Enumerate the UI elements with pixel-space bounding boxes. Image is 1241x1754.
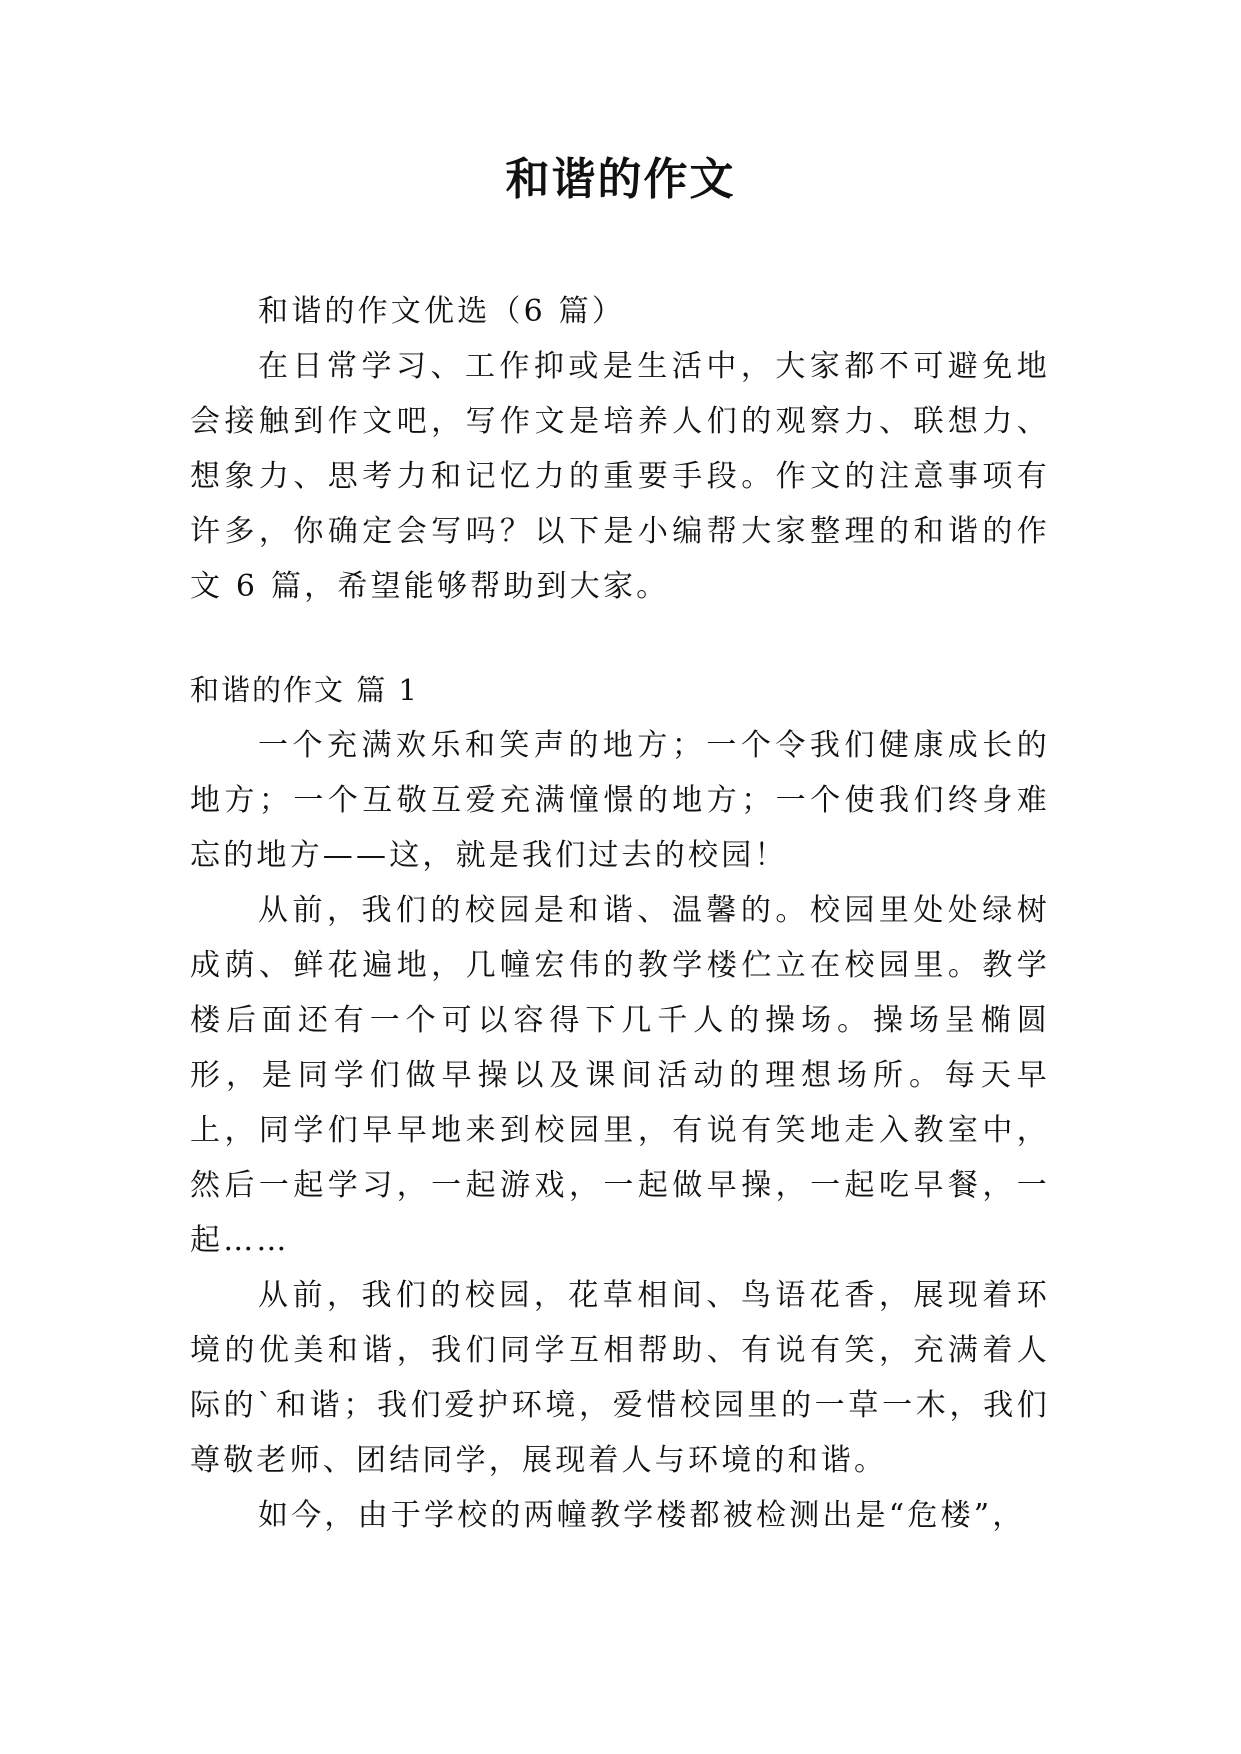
paragraph: 从前，我们的校园，花草相间、鸟语花香，展现着环境的优美和谐，我们同学互相帮助、有说有笑，充满着人际的`和谐；我们爱护环境，爱惜校园里的一草一木，我们尊敬老师、团结同学，展现着人与环境的和谐。 (190, 1278, 1050, 1478)
document-body (190, 284, 1050, 1543)
document-title: 和谐的作文 (505, 154, 736, 205)
paragraph: 一个充满欢乐和笑声的地方；一个令我们健康成长的地方；一个互敬互爱充满憧憬的地方；一个使我们终身难忘的地方——这，就是我们过去的校园！ (190, 728, 1050, 873)
section-heading: 和谐的作文 篇 1 (190, 673, 419, 707)
document-subtitle: 和谐的作文优选（6 篇） (258, 294, 626, 329)
intro-paragraph: 在日常学习、工作抑或是生活中，大家都不可避免地会接触到作文吧，写作文是培养人们的观察力、联想力、想象力、思考力和记忆力的重要手段。作文的注意事项有许多，你确定会写吗？以下是小编帮大家整理的和谐的作文 6 篇，希望能够帮助到大家。 (190, 349, 1050, 604)
paragraph: 如今，由于学校的两幢教学楼都被检测出是“危楼”， (258, 1498, 1026, 1533)
paragraph: 从前，我们的校园是和谐、温馨的。校园里处处绿树成荫、鲜花遍地，几幢宏伟的教学楼伫立在校园里。教学楼后面还有一个可以容得下几千人的操场。操场呈椭圆形，是同学们做早操以及课间活动的理想场所。每天早上，同学们早早地来到校园里，有说有笑地走入教室中，然后一起学习，一起游戏，一起做早操，一起吃早餐，一起…… (190, 893, 1050, 1258)
